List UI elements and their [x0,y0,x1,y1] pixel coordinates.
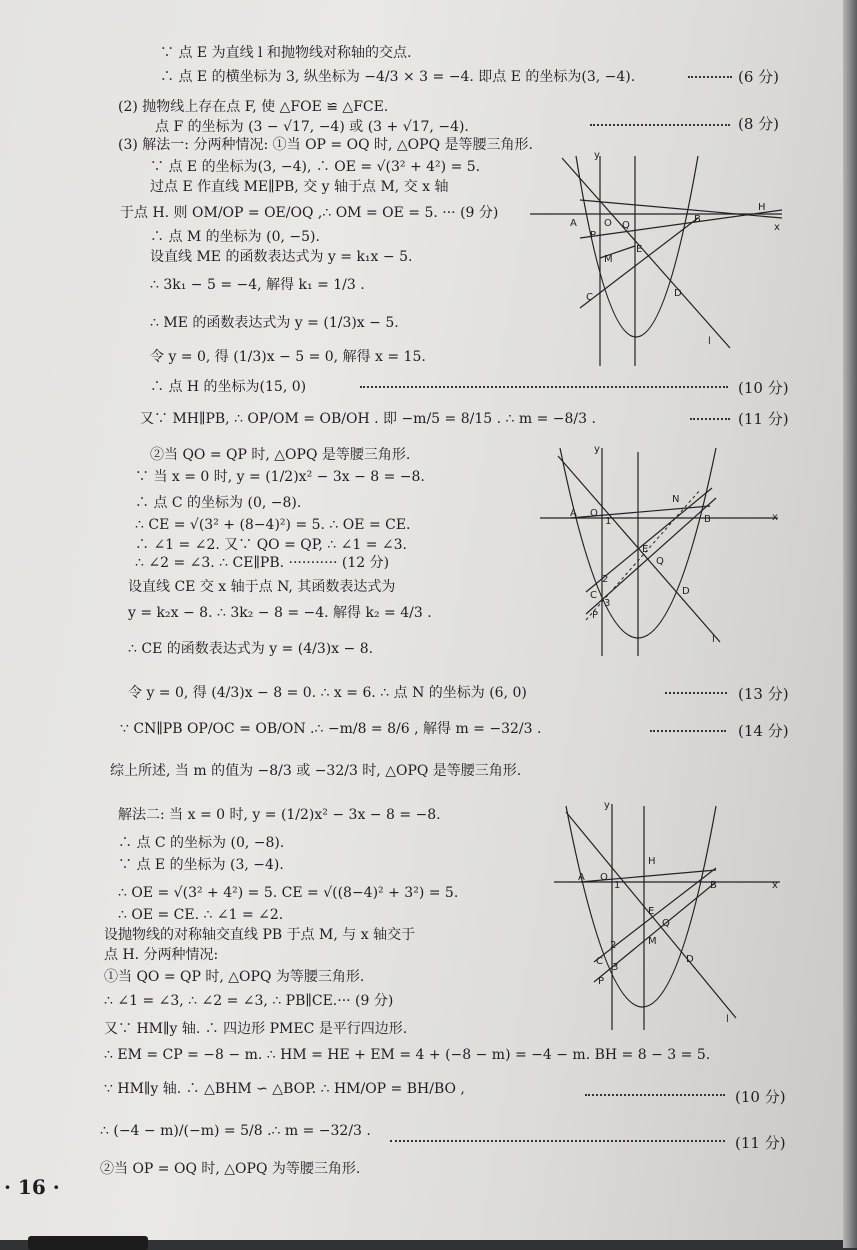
label-2: 2 [610,940,617,951]
label-c: C [586,292,593,303]
score-mark: (6 分) [738,68,780,86]
line: 过点 E 作直线 ME∥PB, 交 y 轴于点 M, 交 x 轴 [150,179,449,195]
label-2: 2 [602,574,609,585]
label-x: x [772,880,778,891]
leader-dots [650,730,726,732]
line: (3) 解法一: 分两种情况: ①当 OP = OQ 时, △OPQ 是等腰三角形. [118,137,533,153]
score-mark: (11 分) [735,1134,786,1152]
line: ∴ EM = CP = −8 − m. ∴ HM = HE + EM = 4 + (−8 − m) = −4 − m. BH = 8 − 3 = 5. [104,1047,711,1063]
leader-dots [590,124,730,126]
score-mark: (8 分) [738,115,780,133]
line: 解法二: 当 x = 0 时, y = (1/2)x² − 3x − 8 = −8. [118,807,441,823]
line: 令 y = 0, 得 (4/3)x − 8 = 0. ∴ x = 6. ∴ 点 N 的坐标为 (6, 0) [128,685,527,701]
label-a: A [570,508,577,519]
label-y: y [594,444,600,455]
label-1: 1 [614,880,621,891]
line: ∴ CE 的函数表达式为 y = (4/3)x − 8. [128,641,374,657]
line: 又∵ MH∥PB, ∴ OP/OM = OB/OH . 即 −m/5 = 8/15 . ∴ m = −8/3 . [140,411,596,427]
line: 又∵ HM∥y 轴. ∴ 四边形 PMEC 是平行四边形. [104,1021,408,1037]
line: y = k₂x − 8. ∴ 3k₂ − 8 = −4. 解得 k₂ = 4/3 . [128,605,432,621]
label-e: E [636,244,643,255]
figure-1 [520,148,790,370]
label-m: M [604,254,613,265]
line: ∴ (−4 − m)/(−m) = 5/8 .∴ m = −32/3 . [100,1123,371,1139]
leader-dots [390,1140,725,1142]
line-l [562,158,730,348]
label-p: P [592,610,599,621]
label-q: Q [662,918,670,929]
line: ①当 QO = QP 时, △OPQ 为等腰三角形. [104,969,365,985]
line: ∵ 点 E 的坐标为(3, −4), ∴ OE = √(3² + 4²) = 5. [150,159,481,175]
label-p: P [590,230,597,241]
label-h: H [648,856,656,867]
label-d: D [682,586,690,597]
line: 设直线 CE 交 x 轴于点 N, 其函数表达式为 [128,579,396,595]
line: 设抛物线的对称轴交直线 PB 于点 M, 与 x 轴交于 [104,927,416,943]
leader-dots [360,386,728,388]
label-q: Q [656,556,664,567]
book-edge [843,0,857,1248]
label-l: l [708,336,711,347]
label-o: O [600,872,608,883]
label-e: E [642,544,649,555]
label-3: 3 [612,962,619,973]
line: ∴ 点 C 的坐标为 (0, −8). [118,835,285,851]
line: ②当 OP = OQ 时, △OPQ 为等腰三角形. [100,1161,361,1177]
line-aux [580,200,782,218]
leader-dots [665,692,727,694]
label-h: H [758,202,766,213]
line: 于点 H. 则 OM/OP = OE/OQ ,∴ OM = OE = 5. ··· (9 分) [120,205,499,221]
label-n: N [672,494,680,505]
label-d: D [674,288,682,299]
line: ∴ ∠2 = ∠3. ∴ CE∥PB. ··········· (12 分) [135,555,390,571]
line: ∴ 点 C 的坐标为 (0, −8). [135,495,302,511]
score-mark: (13 分) [738,685,789,703]
label-m: M [648,936,657,947]
label-q: Q [622,220,630,231]
line: 令 y = 0, 得 (1/3)x − 5 = 0, 解得 x = 15. [150,349,426,365]
line: 设直线 ME 的函数表达式为 y = k₁x − 5. [150,249,413,265]
line: ∴ ME 的函数表达式为 y = (1/3)x − 5. [150,315,399,331]
line: ∵ CN∥PB OP/OC = OB/ON .∴ −m/8 = 8/6 , 解得 m = −32/3 . [120,721,542,737]
label-p: P [598,976,605,987]
leader-dots [585,1094,725,1096]
label-b: B [704,514,711,525]
line: ∴ 点 H 的坐标为(15, 0) [150,379,307,395]
line: ∴ ∠1 = ∠3, ∴ ∠2 = ∠3, ∴ PB∥CE.··· (9 分) [104,993,394,1009]
line: ∴ ∠1 = ∠2. 又∵ QO = QP, ∴ ∠1 = ∠3. [135,537,407,553]
line: ∴ 点 E 的横坐标为 3, 纵坐标为 −4/3 × 3 = −4. 即点 E 的坐标为(3, −4). [160,69,636,85]
score-mark: (11 分) [738,410,789,428]
line: ②当 QO = QP 时, △OPQ 是等腰三角形. [150,447,411,463]
line: ∴ 点 M 的坐标为 (0, −5). [150,229,320,245]
line: ∴ OE = CE. ∴ ∠1 = ∠2. [118,907,284,923]
leader-dots [690,418,730,420]
label-x: x [772,512,778,523]
line: ∵ 点 E 的坐标为 (3, −4). [118,857,284,873]
label-d: D [686,954,694,965]
label-l: l [712,634,715,645]
label-c: C [590,590,597,601]
label-o: O [590,508,598,519]
line: ∵ HM∥y 轴. ∴ △BHM ∽ △BOP. ∴ HM/OP = BH/BO , [104,1081,465,1097]
leader-dots [688,76,732,78]
label-x: x [774,222,780,233]
label-y: y [594,150,600,161]
line: ∵ 点 E 为直线 l 和抛物线对称轴的交点. [160,45,412,61]
score-mark: (10 分) [735,1088,786,1106]
label-a: A [578,872,585,883]
line: 综上所述, 当 m 的值为 −8/3 或 −32/3 时, △OPQ 是等腰三角形. [110,763,522,779]
score-mark: (14 分) [738,722,789,740]
label-1: 1 [605,516,612,527]
line: 点 F 的坐标为 (3 − √17, −4) 或 (3 + √17, −4). [155,119,469,135]
figure-3 [540,798,785,1034]
line: ∵ 当 x = 0 时, y = (1/2)x² − 3x − 8 = −8. [135,469,425,485]
label-y: y [604,800,610,811]
figure-2 [530,442,785,660]
label-b: B [710,880,717,891]
line: (2) 抛物线上存在点 F, 使 △FOE ≌ △FCE. [118,99,389,115]
label-3: 3 [604,598,611,609]
label-c: C [596,956,603,967]
line: ∴ CE = √(3² + (8−4)²) = 5. ∴ OE = CE. [135,517,411,533]
line: 点 H. 分两种情况: [104,947,219,963]
label-a: A [570,218,577,229]
label-b: B [694,214,701,225]
line: ∴ OE = √(3² + 4²) = 5. CE = √((8−4)² + 3²) = 5. [118,885,459,901]
page-number: · 16 · [4,1175,60,1199]
label-e: E [648,906,655,917]
label-o: O [604,218,612,229]
line: ∴ 3k₁ − 5 = −4, 解得 k₁ = 1/3 . [150,277,365,293]
label-l: l [726,1014,729,1025]
parabola [566,806,716,1007]
score-mark: (10 分) [738,379,789,397]
